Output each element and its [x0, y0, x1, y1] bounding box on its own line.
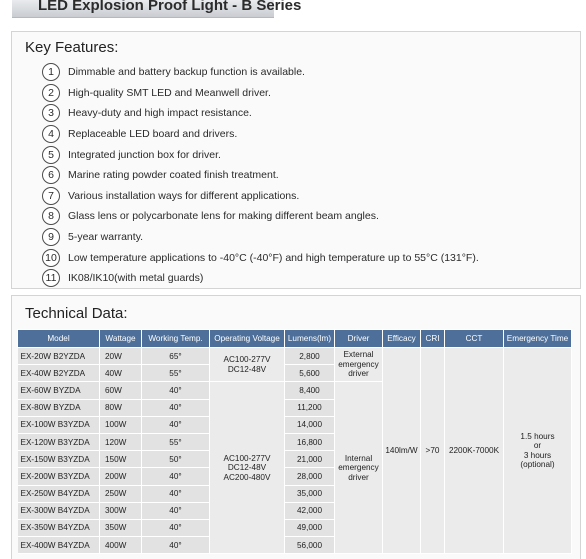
feature-item — [42, 268, 479, 289]
lumens-cell: 16,800 — [285, 433, 335, 450]
cct-cell: 2200K-7000K — [445, 348, 504, 554]
lumens-cell: 21,000 — [285, 451, 335, 468]
feature-number-badge: 7 — [42, 187, 60, 205]
page-title: LED Explosion Proof Light - B Series — [38, 0, 302, 14]
temp-cell: 40° — [142, 382, 210, 399]
driver-line: driver — [348, 369, 369, 379]
wattage-cell: 120W — [100, 433, 142, 450]
voltage-line: DC12-48V — [227, 364, 267, 374]
feature-text: 5-year warranty. — [68, 231, 144, 244]
feature-number-badge: 1 — [42, 63, 60, 81]
voltage-line: AC100-277V — [223, 453, 271, 463]
emergency-time-line: 3 hours — [523, 450, 552, 460]
driver-cell — [335, 348, 383, 382]
wattage-cell: 400W — [100, 537, 142, 554]
voltage-line: AC100-277V — [223, 355, 271, 365]
driver-line: emergency — [338, 463, 379, 473]
feature-number-badge: 8 — [42, 207, 60, 225]
column-header: Driver — [335, 330, 383, 348]
wattage-cell: 300W — [100, 502, 142, 519]
temp-cell: 40° — [142, 468, 210, 485]
lumens-cell: 56,000 — [285, 537, 335, 554]
feature-number-badge: 6 — [42, 166, 60, 184]
feature-item — [42, 206, 479, 227]
wattage-cell: 40W — [100, 365, 142, 382]
model-cell: EX-60W BYZDA — [18, 382, 100, 399]
wattage-cell: 60W — [100, 382, 142, 399]
temp-cell: 40° — [142, 399, 210, 416]
column-header: Working Temp. — [142, 330, 210, 348]
driver-line: External — [343, 350, 374, 360]
voltage-cell — [210, 348, 285, 382]
driver-line: driver — [348, 472, 369, 482]
feature-item — [42, 83, 479, 104]
spec-table-header — [18, 330, 572, 348]
lumens-cell: 5,600 — [285, 365, 335, 382]
feature-number-badge: 11 — [42, 269, 60, 287]
feature-text: Glass lens or polycarbonate lens for making different beam angles. — [68, 210, 379, 223]
temp-cell: 65° — [142, 348, 210, 365]
temp-cell: 55° — [142, 433, 210, 450]
model-cell: EX-400W B4YZDA — [18, 537, 100, 554]
driver-cell — [335, 382, 383, 554]
feature-list — [42, 62, 479, 289]
column-header: Operating Voltage — [210, 330, 285, 348]
lumens-cell: 28,000 — [285, 468, 335, 485]
feature-item — [42, 247, 479, 268]
lumens-cell: 2,800 — [285, 348, 335, 365]
model-cell: EX-100W B3YZDA — [18, 416, 100, 433]
feature-item — [42, 144, 479, 165]
voltage-line: DC12-48V — [227, 463, 267, 473]
feature-item — [42, 124, 479, 145]
feature-item — [42, 165, 479, 186]
title-bar — [12, 0, 302, 18]
key-features-heading: Key Features: — [25, 39, 119, 56]
model-cell: EX-250W B4YZDA — [18, 485, 100, 502]
feature-number-badge: 3 — [42, 104, 60, 122]
feature-number-badge: 4 — [42, 125, 60, 143]
voltage-line: AC200-480V — [223, 472, 271, 482]
wattage-cell: 350W — [100, 519, 142, 536]
emergency-time-line: 1.5 hours — [520, 431, 555, 441]
feature-number-badge: 2 — [42, 84, 60, 102]
feature-text: Low temperature applications to -40°C (-40°F) and high temperature up to 55°C (131°F). — [68, 251, 479, 264]
model-cell: EX-80W BYZDA — [18, 399, 100, 416]
wattage-cell: 250W — [100, 485, 142, 502]
temp-cell: 40° — [142, 485, 210, 502]
table-row — [18, 348, 572, 365]
feature-text: Integrated junction box for driver. — [68, 148, 221, 161]
column-header: Efficacy — [383, 330, 421, 348]
temp-cell: 50° — [142, 451, 210, 468]
technical-data-heading: Technical Data: — [25, 305, 128, 322]
key-features-panel — [11, 31, 581, 289]
column-header: Lumens(lm) — [285, 330, 335, 348]
feature-item — [42, 186, 479, 207]
model-cell: EX-350W B4YZDA — [18, 519, 100, 536]
column-header: Model — [18, 330, 100, 348]
wattage-cell: 150W — [100, 451, 142, 468]
column-header: CRI — [421, 330, 445, 348]
feature-text: Various installation ways for different applications. — [68, 189, 300, 202]
column-header: Wattage — [100, 330, 142, 348]
model-cell: EX-20W B2YZDA — [18, 348, 100, 365]
feature-item — [42, 103, 479, 124]
spec-table — [17, 329, 572, 554]
wattage-cell: 200W — [100, 468, 142, 485]
model-cell: EX-120W B3YZDA — [18, 433, 100, 450]
temp-cell: 40° — [142, 537, 210, 554]
driver-line: Internal — [344, 453, 373, 463]
column-header: CCT — [445, 330, 504, 348]
driver-line: emergency — [338, 359, 379, 369]
column-header: Emergency Time — [504, 330, 572, 348]
feature-item — [42, 227, 479, 248]
emergency-time-line: or — [533, 441, 542, 451]
emergency-time-cell — [504, 348, 572, 554]
feature-number-badge: 5 — [42, 146, 60, 164]
model-cell: EX-300W B4YZDA — [18, 502, 100, 519]
cri-cell: >70 — [421, 348, 445, 554]
lumens-cell: 35,000 — [285, 485, 335, 502]
temp-cell: 55° — [142, 365, 210, 382]
feature-text: Dimmable and battery backup function is available. — [68, 66, 305, 79]
wattage-cell: 100W — [100, 416, 142, 433]
wattage-cell: 80W — [100, 399, 142, 416]
temp-cell: 40° — [142, 416, 210, 433]
feature-text: IK08/IK10(with metal guards) — [68, 272, 204, 285]
feature-item — [42, 62, 479, 83]
lumens-cell: 42,000 — [285, 502, 335, 519]
feature-number-badge: 9 — [42, 228, 60, 246]
temp-cell: 40° — [142, 502, 210, 519]
feature-text: Marine rating powder coated finish treatment. — [68, 169, 279, 182]
emergency-time-line: (optional) — [520, 460, 555, 470]
feature-text: Heavy-duty and high impact resistance. — [68, 107, 252, 120]
wattage-cell: 20W — [100, 348, 142, 365]
efficacy-cell: 140lm/W — [383, 348, 421, 554]
technical-data-panel — [11, 295, 581, 559]
lumens-cell: 49,000 — [285, 519, 335, 536]
model-cell: EX-150W B3YZDA — [18, 451, 100, 468]
temp-cell: 40° — [142, 519, 210, 536]
lumens-cell: 14,000 — [285, 416, 335, 433]
feature-number-badge: 10 — [42, 249, 60, 267]
feature-text: High-quality SMT LED and Meanwell driver. — [68, 86, 271, 99]
feature-text: Replaceable LED board and drivers. — [68, 128, 238, 141]
model-cell: EX-40W B2YZDA — [18, 365, 100, 382]
voltage-cell — [210, 382, 285, 554]
model-cell: EX-200W B3YZDA — [18, 468, 100, 485]
lumens-cell: 8,400 — [285, 382, 335, 399]
lumens-cell: 11,200 — [285, 399, 335, 416]
